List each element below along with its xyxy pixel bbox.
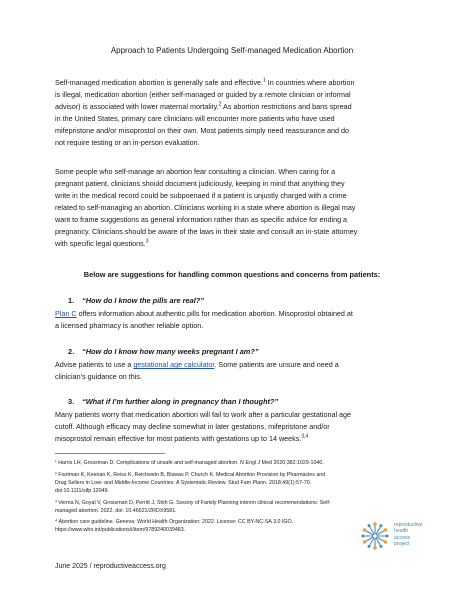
gestational-age-calculator-link[interactable]: gestational age calculator (133, 360, 215, 369)
footer-date-site: June 2025 / reproductiveaccess.org (55, 563, 166, 570)
answer-2 (55, 359, 415, 383)
text-line: clinician’s guidance on this. (55, 372, 142, 381)
question-3: 3. “What if I’m further along in pregnancy than I thought?” (68, 397, 279, 406)
text-line: Many patients worry that medication abortion will fail to work after a particular gestational age (55, 410, 352, 419)
footnote-divider (55, 453, 165, 454)
footnote-line: ² Footman K, Keenan K, Reiss K, Reichwein B, Biswas P, Church K. Medical Abortion Provision by Pharmacies and (55, 472, 326, 478)
question-1: 1. “How do I know the pills are real?” (68, 296, 204, 305)
page-title: Approach to Patients Undergoing Self-managed Medication Abortion (110, 46, 354, 55)
footnote-ref: 1 (263, 77, 266, 84)
question-2: 2. “How do I know how many weeks pregnant I am?” (68, 347, 259, 356)
text-line: pregnant patient, clinicians should document judiciously, keeping in mind that anything they (55, 179, 345, 188)
text-line: not require testing or an in-person evaluation. (55, 138, 200, 147)
text-line: misoprostol remain effective for most patients with gestations up to 14 weeks.$^{3,4}$ (55, 433, 309, 443)
footnote-ref: 3,4 (301, 433, 309, 440)
text-line: is illegal, medication abortion (either self-managed or guided by a remote clinician or informal (55, 90, 351, 99)
footnote-line: managed abortion. 2022. doi: 10.46621/ZRDX9581. (55, 508, 177, 514)
text-line: want to frame suggestions as general information rather than as specific advice for ending a (55, 215, 348, 224)
footnote-ref: 2 (218, 101, 222, 108)
footnote-2 (55, 471, 415, 495)
intro-paragraph (55, 77, 415, 149)
footnote-line: ¹ Harris LH, Grossman D. Complications of unsafe and self-managed abortion. N Engl J Med 2020;382:1029-1040. (55, 460, 324, 466)
text-line: with specific legal questions.$^3$ (55, 238, 149, 248)
legal-paragraph (55, 166, 415, 250)
text-line: a licensed pharmacy is another reliable option. (55, 321, 204, 330)
footnote-3 (55, 499, 415, 515)
text-line: Self-managed medication abortion is generally safe and effective.$^1$ In countries where abortion (55, 77, 355, 87)
logo-mark-icon (360, 521, 390, 551)
suggestions-heading: Below are suggestions for handling common questions and concerns from patients: (83, 270, 381, 279)
answer-1 (55, 308, 415, 332)
text-line: mifepristone and/or misoprostol on their own. Most patients simply need reassurance and do (55, 126, 350, 135)
footnote-ref: 3 (145, 238, 149, 245)
footnote-line: ⁴ Abortion care guideline. Geneva: World Health Organization; 2022. License: CC BY-NC-SA 3.0 IGO. (55, 519, 294, 525)
text-line: pregnancy. Clinicians should be aware of the laws in their state and consult an in-state attorney (55, 227, 358, 236)
text-line: Some people who self-manage an abortion fear consulting a clinician. When caring for a (55, 167, 336, 176)
footnote-line: Drug Sellers in Low- and Middle-Income Countries: A Systematic Review. Stud Fam Plann. 2018;49(1):57-70. (55, 480, 312, 486)
text-line: Plan C offers information about authentic pills for medication abortion. Misoprostol obtained at (55, 309, 353, 318)
answer-3 (55, 409, 415, 445)
logo-wordmark: reproductive health access project (394, 522, 423, 548)
rhap-logo (360, 521, 440, 561)
text-line: Advise patients to use a gestational age calculator. Some patients are unsure and need a (55, 360, 339, 369)
footnote-1 (55, 459, 415, 467)
text-line: related to self-managing an abortion. Clinicians working in a state where abortion is illegal may (55, 203, 356, 212)
text-line: cutoff. Although efficacy may decline somewhat in later gestations, mifepristone and/or (55, 422, 330, 431)
text-line: advisor) is associated with lower maternal mortality.$^2$ As abortion restrictions and bans spread (55, 101, 352, 111)
footnote-line: https://www.who.int/publications/i/item/9789240039483. (55, 527, 186, 533)
text-line: in the United States, primary care clinicians will encounter more patients who have used (55, 114, 335, 123)
footnote-line: doi:10.1111/sifp.12049. (55, 488, 109, 494)
footnote-line: ³ Verma N, Goyal V, Grossman D, Perritt J, Shih G. Society of Family Planning interim clinical recommendations: Self- (55, 500, 331, 506)
text-line: write in the medical record could be subpoenaed if a patient is unjustly charged with a crime (55, 191, 347, 200)
plan-c-link[interactable]: Plan C (55, 309, 77, 318)
